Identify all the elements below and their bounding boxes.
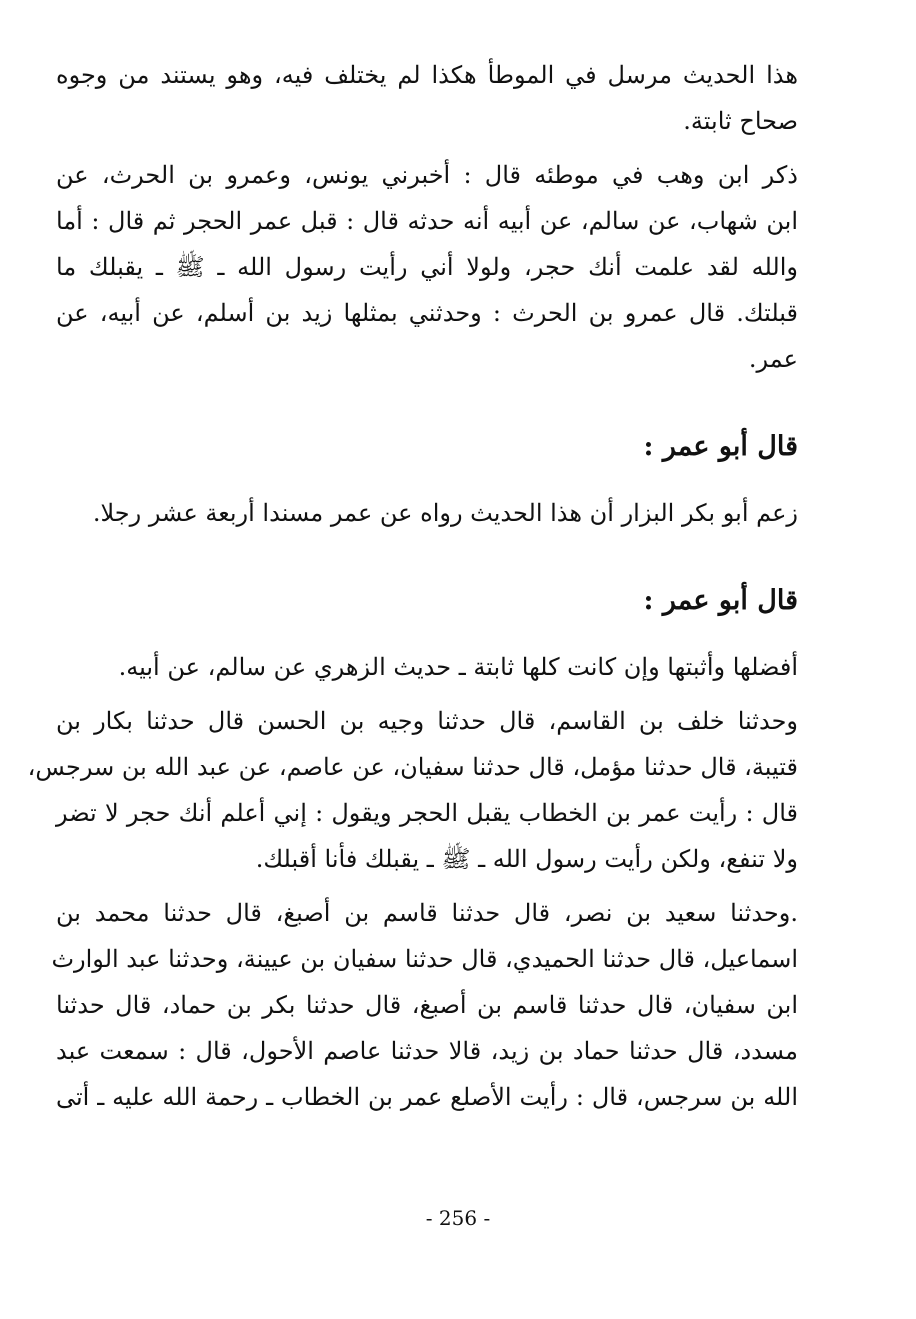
paragraph-6 bbox=[51, 890, 798, 1120]
text-line: .وحدثنا سعيد بن نصر، قال حدثنا قاسم بن أصبغ، قال حدثنا محمد بن bbox=[56, 899, 798, 927]
paragraph-3 bbox=[56, 490, 798, 536]
page-number: - 256 - bbox=[425, 1206, 491, 1230]
section-heading: قال أبو عمر : bbox=[643, 585, 798, 616]
spacer bbox=[56, 544, 798, 578]
paragraph-4 bbox=[56, 644, 798, 690]
text-line: والله لقد علمت أنك حجر، ولولا أني رأيت رسول الله ـ ﷺ ـ يقبلك ما bbox=[56, 253, 798, 281]
section-heading: قال أبو عمر : bbox=[643, 431, 798, 462]
spacer bbox=[56, 390, 798, 424]
text-line: ذكر ابن وهب في موطئه قال : أخبرني يونس، وعمرو بن الحرث، عن bbox=[56, 161, 798, 189]
text-line: ولا تنفع، ولكن رأيت رسول الله ـ ﷺ ـ يقبلك فأنا أقبلك. bbox=[255, 845, 798, 873]
text-line: قبلتك. قال عمرو بن الحرث : وحدثني بمثلها زيد بن أسلم، عن أبيه، عن bbox=[56, 299, 799, 327]
page-body bbox=[27, 52, 799, 1128]
text-line: قتيبة، قال حدثنا مؤمل، قال حدثنا سفيان، عن عاصم، عن عبد الله بن سرجس، bbox=[27, 753, 798, 781]
text-line: مسدد، قال حدثنا حماد بن زيد، قالا حدثنا عاصم الأحول، قال : سمعت عبد bbox=[56, 1037, 798, 1065]
paragraph-1 bbox=[56, 52, 798, 144]
text-line: ابن شهاب، عن سالم، عن أبيه أنه حدثه قال : قبل عمر الحجر ثم قال : أما bbox=[56, 207, 798, 235]
text-line: زعم أبو بكر البزار أن هذا الحديث رواه عن عمر مسندا أربعة عشر رجلا. bbox=[92, 499, 798, 527]
text-line: أفضلها وأثبتها وإن كانت كلها ثابتة ـ حديث الزهري عن سالم، عن أبيه. bbox=[118, 653, 798, 681]
text-line: وحدثنا خلف بن القاسم، قال حدثنا وجيه بن الحسن قال حدثنا بكار بن bbox=[56, 707, 798, 735]
spacer bbox=[56, 624, 798, 644]
text-line: هذا الحديث مرسل في الموطأ هكذا لم يختلف فيه، وهو يستند من وجوه bbox=[56, 61, 798, 89]
text-line: صحاح ثابتة. bbox=[683, 107, 798, 135]
text-line: الله بن سرجس، قال : رأيت الأصلع عمر بن الخطاب ـ رحمة الله عليه ـ أتى bbox=[56, 1083, 798, 1111]
text-line: اسماعيل، قال حدثنا الحميدي، قال حدثنا سفيان بن عيينة، وحدثنا عبد الوارث bbox=[51, 945, 798, 973]
paragraph-5 bbox=[27, 698, 798, 882]
text-line: ابن سفيان، قال حدثنا قاسم بن أصبغ، قال حدثنا بكر بن حماد، قال حدثنا bbox=[56, 991, 798, 1019]
text-line: عمر. bbox=[748, 345, 798, 373]
spacer bbox=[56, 470, 798, 490]
text-line: قال : رأيت عمر بن الخطاب يقبل الحجر ويقول : إني أعلم أنك حجر لا تضر bbox=[56, 799, 798, 827]
paragraph-2 bbox=[56, 152, 798, 382]
